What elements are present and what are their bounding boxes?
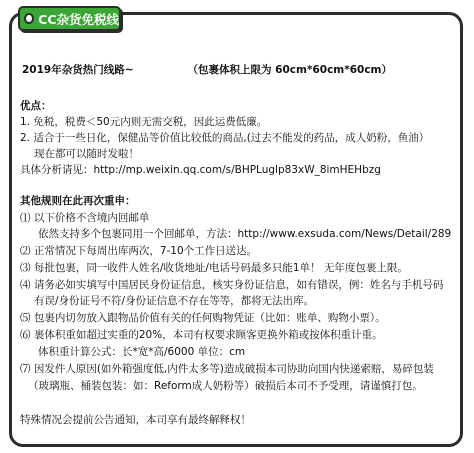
rule-item-6: ⑹ 裹体积重如超过实重的20%，本司有权要求顾客更换外箱或按体积重计重。 xyxy=(20,329,383,341)
advantage-item-2: 2. 适合于一些日化，保健品等价值比较低的商品,(过去不能发的药品，成人奶粉，鱼油） xyxy=(20,132,430,144)
rule-item-1-detail: 依然支持多个包裹同用一个回邮单，方法：http://www.exsuda.com/News/Detail/289 xyxy=(38,228,452,240)
rule-item-4-cont: 有误/身份证号不符/身份证信息不存在等等，都将无法出库。 xyxy=(34,295,315,307)
rule-item-4: ⑷ 请务必如实填写中国居民身份证信息，核实身份证信息，如有错误，例：姓名与手机号码 xyxy=(20,279,444,291)
rule-item-5: ⑸ 包裹内切勿放入跟物品价值有关的任何购物凭证（比如：账单、购物小票）。 xyxy=(20,312,386,324)
rule-item-6-formula: 体积重计算公式：长*宽*高/6000 单位：cm xyxy=(38,346,246,358)
rule-item-7-cont: （玻璃瓶、桶装包装：如：Reform成人奶粉等）破损后本司不予受理，请谨慎打包。 xyxy=(28,380,423,392)
route-size-limit: （包裹体积上限为 60cm*60cm*60cm） xyxy=(187,64,392,76)
badge-title: CC杂货免税线 xyxy=(38,11,119,27)
advantages-heading: 优点： xyxy=(20,100,52,112)
rule-item-3: ⑶ 每批包裹，同一收件人姓名/收货地址/电话号码最多只能1单！ 无年度包裹上限。 xyxy=(20,262,408,274)
analysis-link[interactable]: http://mp.weixin.qq.com/s/BHPLuglp83xW_8imHEHbzg xyxy=(93,164,381,176)
analysis-link-row xyxy=(20,162,381,177)
route-title: 2019年杂货热门线路~ xyxy=(22,64,134,76)
analysis-link-label: 具体分析请见： xyxy=(20,164,94,176)
footer-note: 特殊情况会提前公告通知，本司享有最终解释权！ xyxy=(20,414,251,426)
advantage-item-2-cont: 现在都可以随时发啦！ xyxy=(34,148,139,160)
rule-item-7: ⑺ 因发件人原因(如外箱强度低,内件太多等)造成破损本司协助向国内快递索赔，易碎包装 xyxy=(20,363,434,375)
advantage-item-1: 1. 免税，税费＜50元内则无需交税，因此运费低廉。 xyxy=(20,116,268,128)
rule-item-1: ⑴ 以下价格不含境内回邮单 xyxy=(20,212,150,224)
rules-heading: 其他规则在此再次重申： xyxy=(20,195,136,207)
header-badge xyxy=(18,6,121,31)
route-heading xyxy=(22,62,392,77)
badge-dot-icon xyxy=(24,13,34,24)
rule-item-2: ⑵ 正常情况下每周出库两次，7-10个工作日送达。 xyxy=(20,245,258,257)
